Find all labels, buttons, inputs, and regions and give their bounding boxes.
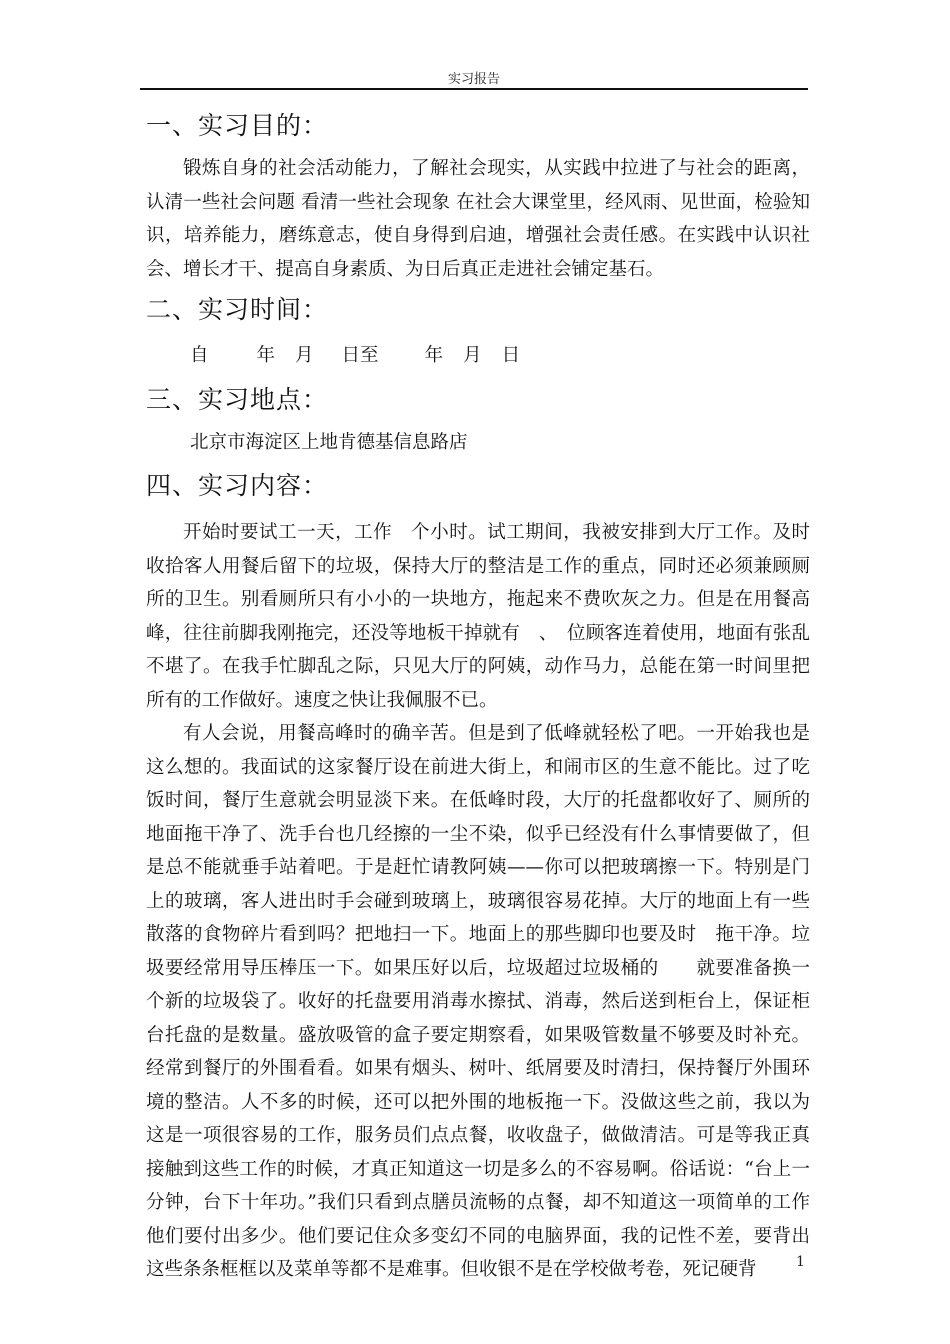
- internship-location: 北京市海淀区上地肯德基信息路店: [190, 432, 468, 453]
- date-month-2: 月: [463, 345, 482, 366]
- date-year-1: 年: [256, 345, 276, 366]
- header-rule: [140, 88, 808, 90]
- paragraph-purpose: 锻炼自身的社会活动能力，了解社会现实，从实践中拉进了与社会的距离，认清一些社会问题 看清一些社会现象 在社会大课堂里，经风雨、见世面，检验知识，培养能力，磨练意志，使自身得到启迪，增强社会责任感。在实践中认识社会、增长才干、提高自身素质、为日后真正走进社会铺定基石。: [146, 158, 810, 280]
- date-day-2: 日: [501, 345, 521, 366]
- section-heading-location: 三、实习地点：: [146, 385, 329, 414]
- section-heading-content: 四、实习内容：: [146, 471, 329, 500]
- page-number: 1: [796, 1254, 805, 1270]
- paragraph-content-2: 有人会说，用餐高峰时的确辛苦。但是到了低峰就轻松了吧。一开始我也是这么想的。我面试的这家餐厅设在前进大街上，和闹市区的生意不能比。过了吃饭时间，餐厅生意就会明显淡下来。在低峰时段，大厅的托盘都收好了、厕所的地面拖干净了、洗手台也几经擦的一尘不染，似乎已经没有什么事情要做了，但是总不能就垂手站着吧。于是赶忙请教阿姨——你可以把玻璃擦一下。特别是门上的玻璃，客人进出时手会碰到玻璃上，玻璃很容易花掉。大厅的地面上有一些散落的食物碎片看到吗？把地扫一下。地面上的那些脚印也要及时 拖干净。垃圾要经常用导压棒压一下。如果压好以后，垃圾超过垃圾桶的 就要准备换一个新的垃圾袋了。收好的托盘要用消毒水擦拭、消毒，然后送到柜台上，保证柜台托盘的是数量。盛放吸管的盒子要定期察看，如果吸管数量不够要及时补充。经常到餐厅的外围看看。如果有烟头、树叶、纸屑要及时清扫，保持餐厅外围环境的整洁。人不多的时候，还可以把外围的地板拖一下。没做这些之前，我以为这是一项很容易的工作，服务员们点点餐，收收盘子，做做清洁。可是等我正真接触到这些工作的时候，才真正知道这一切是多么的不容易啊。俗话说：“台上一分钟，台下十年功。”我们只看到点膳员流畅的点餐，却不知道这一项简单的工作他们要付出多少。他们要记住众多变幻不同的电脑界面，我的记性不差，要背出这些条条框框以及菜单等都不是难事。但收银不是在学校做考卷，死记硬背: [146, 723, 810, 1280]
- document-body: [146, 102, 810, 1287]
- internship-date-range: [146, 336, 810, 376]
- date-month-1: 月: [295, 345, 314, 366]
- section-heading-purpose: 一、实习目的：: [146, 111, 329, 140]
- running-header: 实习报告: [447, 72, 500, 87]
- date-day-1-to: 日至: [341, 345, 379, 366]
- paragraph-content-1: 开始时要试工一天，工作 个小时。试工期间，我被安排到大厅工作。及时收拾客人用餐后留下的垃圾，保持大厅的整洁是工作的重点，同时还必须兼顾厕所的卫生。别看厕所只有小小的一块地方，拖起来不费吹灰之力。但是在用餐高峰，往往前脚我刚拖完，还没等地板干掉就有 、 位顾客连着使用，地面有张乱不堪了。在我手忙脚乱之际，只见大厅的阿姨，动作马力，总能在第一时间里把所有的工作做好。速度之快让我佩服不已。: [146, 522, 810, 711]
- date-from-label: 自: [190, 345, 209, 366]
- section-heading-time: 二、实习时间：: [146, 295, 329, 324]
- date-year-2: 年: [424, 345, 444, 366]
